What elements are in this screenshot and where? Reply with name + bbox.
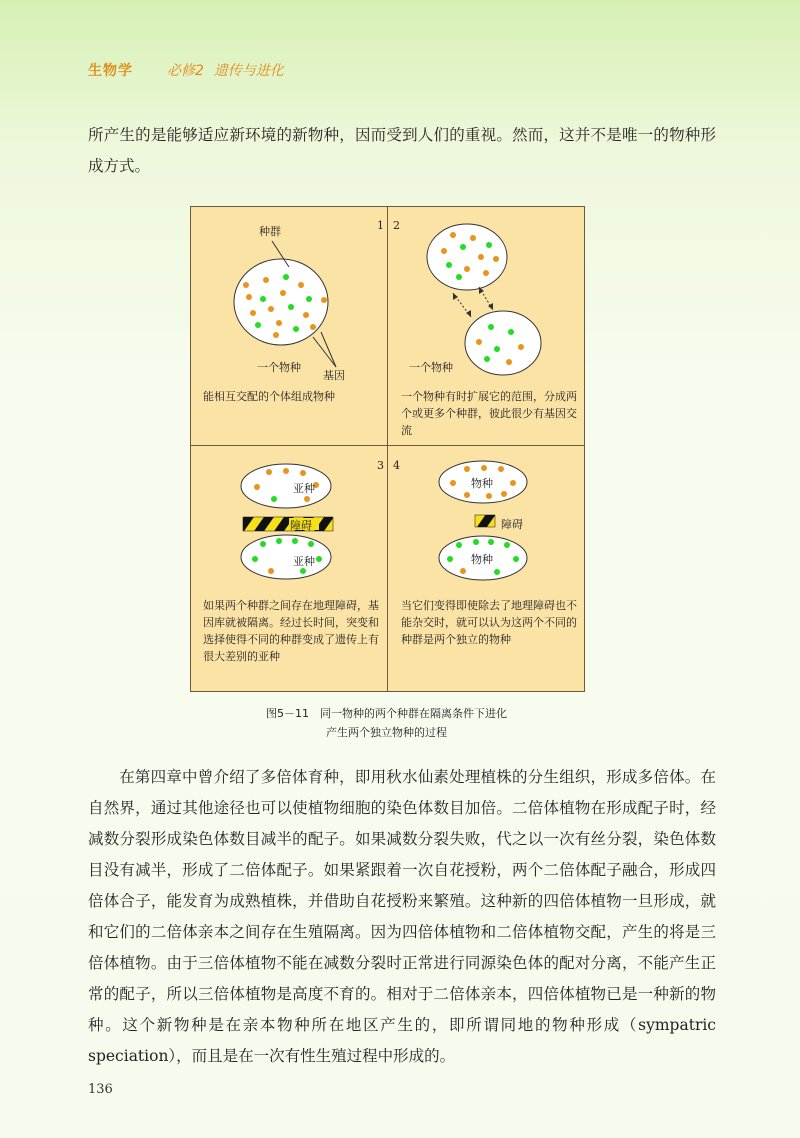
label-barrier-3: 障碍: [290, 519, 312, 532]
panel1-number: 1: [377, 219, 384, 232]
figure-caption-line2: 产生两个独立物种的过程: [326, 726, 447, 739]
main-paragraph-text: 在第四章中曾介绍了多倍体育种，即用秋水仙素处理植株的分生组织，形成多倍体。在自然界，通过其他途径也可以使植物细胞的染色体数目加倍。二倍体植物在形成配子时，经减数分裂形成染色体数目减半的配子。如果减数分裂失败，代之以一次有丝分裂，染色体数目没有减半，形成了二倍体配子。如果紧跟着一次自花授粉，两个二倍体配子融合，形成四倍体合子，能发育为成熟植株，并借助自花授粉来繁殖。这种新的四倍体植物一旦形成，就和它们的二倍体亲本之间存在生殖隔离。因为四倍体植物和二倍体植物交配，产生的将是三倍体植物。由于三倍体植物不能在减数分裂时正常进行同源染色体的配对分离，不能产生正常的配子，所以三倍体植物是高度不育的。相对于二倍体亲本，四倍体植物已是一种新的物种。这个新物种是在亲本物种所在地区产生的，即所谓同地的物种形成（sympatric speciation），而且是在一次有性生殖过程中形成的。: [88, 768, 716, 1065]
label-barrier-4: 障碍: [501, 518, 523, 531]
book-title: 生物学: [88, 63, 133, 79]
label-population: 种群: [259, 225, 281, 238]
panel3-caption: 如果两个种群之间存在地理障碍，基因库就被隔离。经过长时间，突变和选择使得不同的种群变成了遗传上有很大差别的亚种: [203, 599, 379, 663]
dispersal-arrows: [453, 287, 493, 317]
panel1-caption: 能相互交配的个体组成物种: [203, 390, 335, 403]
main-paragraph: [88, 762, 716, 1072]
label-one-species: 一个物种: [257, 361, 301, 374]
speciation-figure: [190, 206, 585, 692]
pointer-line-gene-1: [313, 337, 336, 367]
label-species-top: 物种: [471, 477, 493, 490]
panel3-number: 3: [377, 459, 384, 472]
panel2-number: 2: [393, 219, 400, 232]
label-species-bottom: 物种: [471, 553, 493, 566]
page-number: 136: [88, 1082, 113, 1097]
geographic-barrier: [243, 517, 333, 531]
label-subspecies-bottom: 亚种: [293, 555, 315, 568]
label-gene: 基因: [323, 369, 345, 382]
chapter-label: 遗传与进化: [213, 63, 284, 79]
population-circle: [234, 259, 328, 345]
panel4-caption: 当它们变得即使除去了地理障碍也不能杂交时，就可以认为这两个不同的种群是两个独立的物种: [401, 599, 577, 646]
running-header: [88, 60, 284, 80]
top-paragraph: 所产生的是能够适应新环境的新物种，因而受到人们的重视。然而，这并不是唯一的物种形成方式。: [88, 126, 716, 175]
label-one-species-2: 一个物种: [409, 361, 453, 374]
figure-caption-line1: 图5－11 同一物种的两个种群在隔离条件下进化: [266, 707, 507, 720]
panel2-caption: 一个物种有时扩展它的范围，分成两个或更多个种群，彼此很少有基因交流: [401, 390, 577, 437]
label-subspecies-top: 亚种: [293, 482, 315, 495]
panel4-number: 4: [393, 459, 400, 472]
pointer-line-gene-2: [321, 332, 336, 367]
volume-label: 必修2: [167, 63, 204, 79]
remaining-barrier: [475, 515, 495, 527]
